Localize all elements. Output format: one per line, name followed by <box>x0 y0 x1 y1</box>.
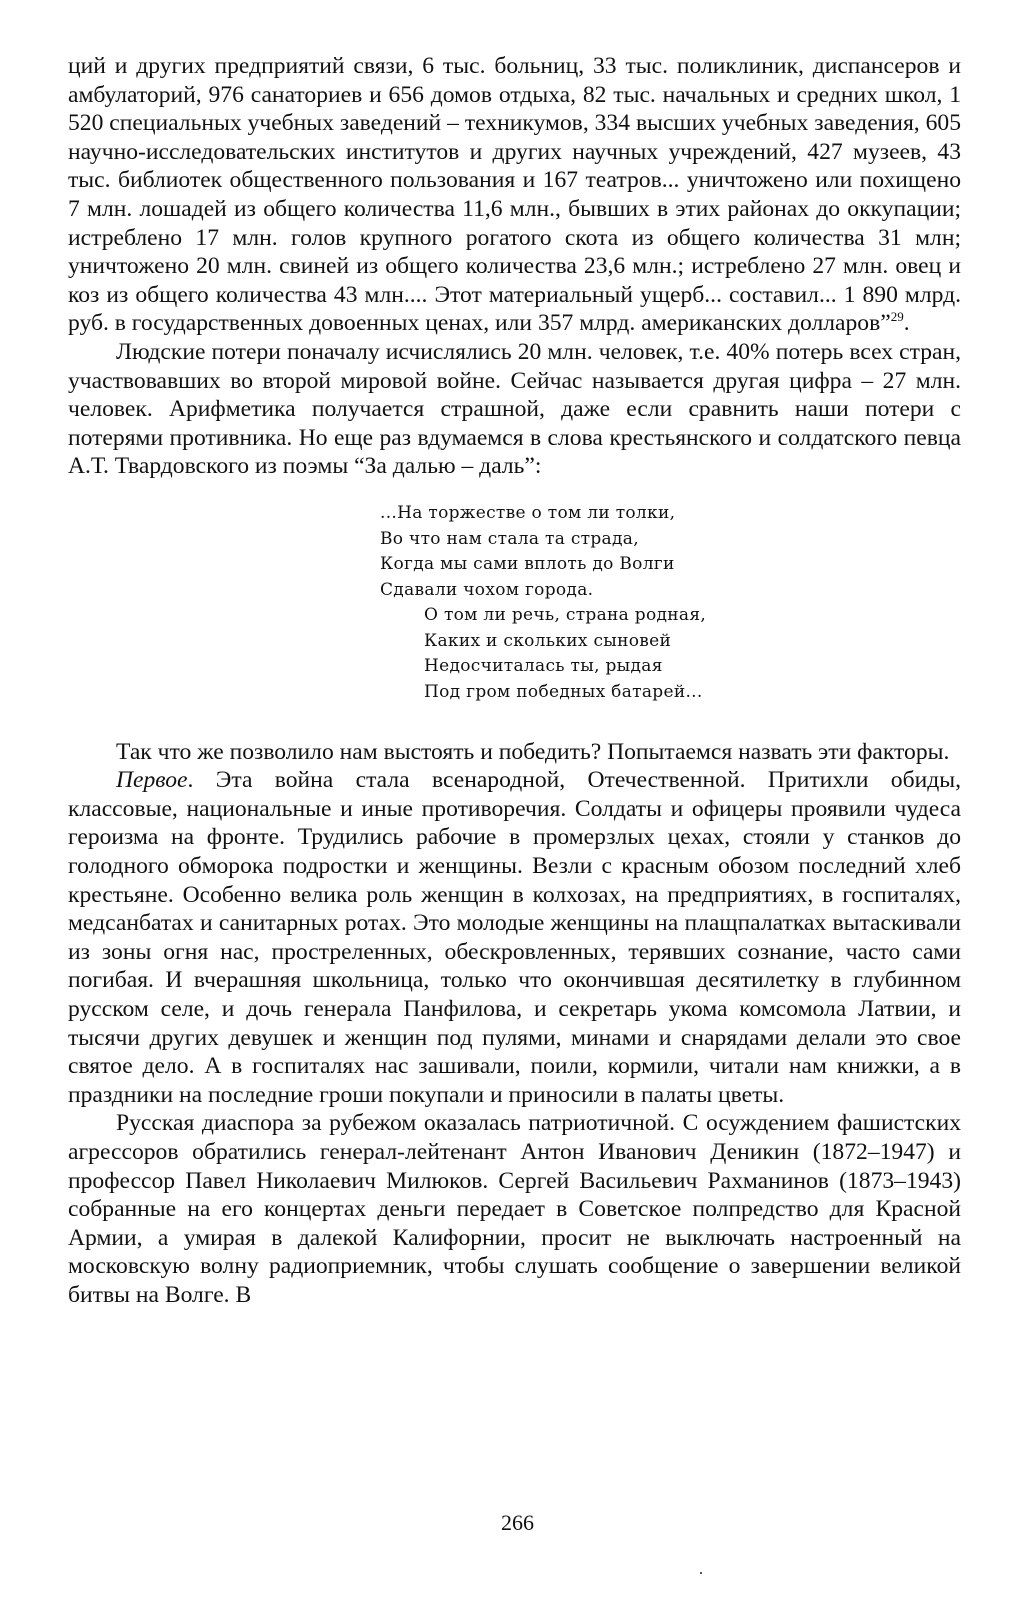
poem-line: Недосчиталась ты, рыдая <box>424 656 663 677</box>
poem-line: ...На торжестве о том ли толки, <box>380 502 676 523</box>
poem-line: Когда мы сами вплоть до Волги <box>380 554 675 575</box>
paragraph-diaspora: Русская диаспора за рубежом оказалась патриотичной. С осуждением фашистских агрессоров обратились генерал-лейтенант Антон Иванович Деникин (1872–1947) и профессор Павел Николаевич Милюков. Сергей Васильевич Рахманинов (1873–1943) собранные на его концертах деньги передает в Советское полпредство для Красной Армии, а умирая в далекой Калифорнии, просит не выключать настроенный на московскую волну радиоприемник, чтобы слушать сообщение о завершении великой битвы на Волге. В <box>68 1110 961 1308</box>
footnote-marker: 29 <box>890 309 904 325</box>
paragraph-first-factor <box>68 766 961 1109</box>
poem-stanza-1 <box>380 501 961 603</box>
poem-line: О том ли речь, страна родная, <box>424 605 707 626</box>
page-body <box>68 52 961 1310</box>
paragraph-continued <box>68 52 961 338</box>
spacer <box>68 706 961 738</box>
page-number: 266 <box>501 1510 534 1535</box>
paragraph-losses: Людские потери поначалу исчислялись 20 млн. человек, т.е. 40% потерь всех стран, участвовавших во второй мировой войне. Сейчас называется другая цифра – 27 млн. человек. Арифметика получается страшной, даже если сравнить наши потери с потерями противника. Но еще раз вдумаемся в слова крестьянского и солдатского певца А.Т. Твардовского из поэмы “За далью – даль”: <box>68 338 961 480</box>
poem-quote <box>380 501 961 706</box>
paragraph-continued-text: ций и других предприятий связи, 6 тыс. больниц, 33 тыс. поликлиник, диспансеров и амбулаторий, 976 санаториев и 656 домов отдыха, 82 тыс. начальных и средних школ, 1 520 специальных учебных заведений – техникумов, 334 высших учебных заведения, 605 научно-исследовательских институтов и других научных учреждений, 427 музеев, 43 тыс. библиотек общественного пользования и 167 театров... уничтожено или похищено 7 млн. лошадей из общего количества 11,6 млн., бывших в этих районах до оккупации; истреблено 17 млн. голов крупного рогатого скота из общего количества 31 млн; уничтожено 20 млн. свиней из общего количества 23,6 млн.; истреблено 27 млн. овец и коз из общего количества 43 млн.... Этот материальный ущерб... составил... 1 890 млрд. руб. в государственных довоенных ценах, или 357 млрд. американских долларов” <box>68 53 961 337</box>
paragraph-first-factor-text: . Эта война стала всенародной, Отечественной. Притихли обиды, классовые, национальные и иные противоречия. Солдаты и офицеры проявили чудеса героизма на фронте. Трудились рабочие в промерзлых цехах, стояли у станков до голодного обморока подростки и женщины. Везли с красным обозом последний хлеб крестьяне. Особенно велика роль женщин в колхозах, на предприятиях, в госпиталях, медсанбатах и санитарных ротах. Это молодые женщины на плащпалатках вытаскивали из зоны огня нас, простреленных, обескровленных, терявших сознание, часто сами погибая. И вчерашняя школьница, только что окончившая десятилетку в глубинном русском селе, и дочь генерала Панфилова, и секретарь укома комсомола Латвии, и тысячи других девушек и женщин под пулями, минами и снарядами делали это свое святое дело. А в госпиталях нас зашивали, поили, кормили, читали нам книжки, а в праздники на последние гроши покупали и приносили в палаты цветы. <box>68 767 961 1108</box>
poem-line: Каких и скольких сыновей <box>424 630 672 651</box>
paragraph-continued-end: . <box>903 310 910 337</box>
poem-line: Под гром победных батарей... <box>424 682 703 703</box>
poem-stanza-2 <box>424 603 961 705</box>
poem-line: Сдавали чохом города. <box>380 579 594 600</box>
scan-speck <box>700 1572 702 1574</box>
poem-line: Во что нам стала та страда, <box>380 528 639 549</box>
paragraph-lead-word: Первое <box>116 767 188 794</box>
paragraph-question: Так что же позволило нам выстоять и победить? Попытаемся назвать эти факторы. <box>116 738 950 765</box>
